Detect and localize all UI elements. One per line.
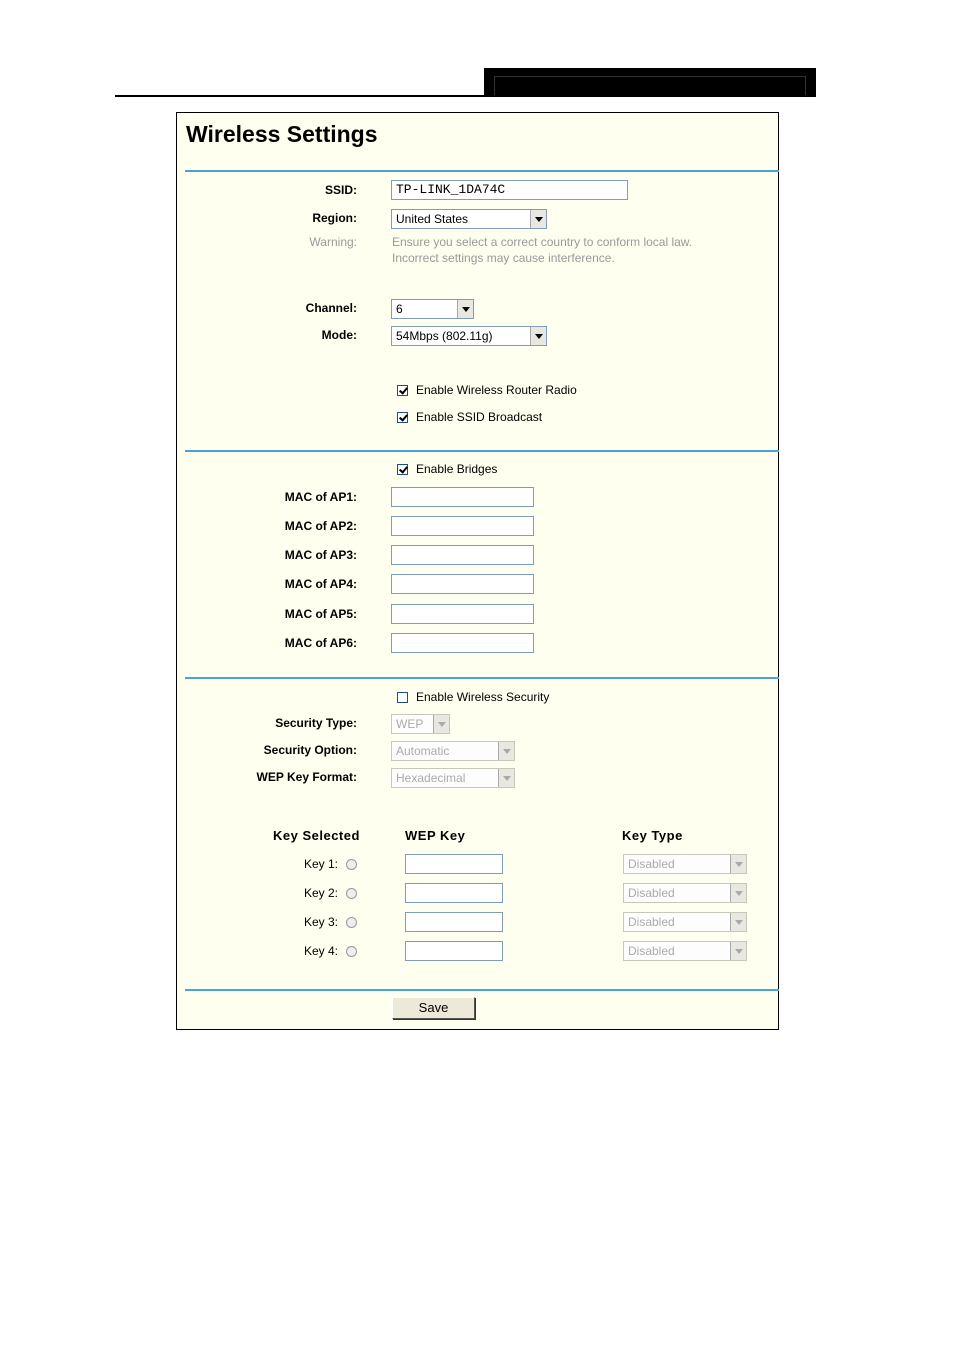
key1-input[interactable] <box>405 854 503 874</box>
chevron-down-icon[interactable] <box>530 210 546 228</box>
warning-text-line1: Ensure you select a correct country to conform local law. <box>392 235 693 249</box>
key2-type-select[interactable] <box>623 883 747 903</box>
channel-select[interactable] <box>391 299 474 319</box>
key3-type-value: Disabled <box>628 915 675 929</box>
channel-label: Channel: <box>305 301 357 315</box>
key-type-header: Key Type <box>622 828 683 843</box>
key4-label: Key 4: <box>303 944 338 958</box>
region-value: United States <box>396 212 469 226</box>
enable-security-label: Enable Wireless Security <box>416 690 550 704</box>
chevron-down-icon[interactable] <box>530 327 546 345</box>
section-divider <box>185 170 779 172</box>
key1-radio[interactable] <box>346 859 357 870</box>
chevron-down-icon[interactable] <box>433 715 449 733</box>
ssid-label: SSID: <box>324 183 357 197</box>
section-divider <box>185 450 779 452</box>
ssid-broadcast-checkbox[interactable] <box>397 412 408 423</box>
mode-label: Mode: <box>321 328 357 342</box>
key4-type-select[interactable] <box>623 941 747 961</box>
mode-value: 54Mbps (802.11g) <box>396 329 493 343</box>
ssid-input[interactable]: TP-LINK_1DA74C <box>391 180 628 200</box>
key4-input[interactable] <box>405 941 503 961</box>
save-button[interactable]: Save <box>392 997 475 1019</box>
key2-radio[interactable] <box>346 888 357 899</box>
enable-bridges-checkbox[interactable] <box>397 464 408 475</box>
page-title: Wireless Settings <box>186 121 378 147</box>
security-type-value: WEP <box>396 717 424 731</box>
wep-key-format-value: Hexadecimal <box>396 771 466 785</box>
security-option-select[interactable] <box>391 741 515 761</box>
chevron-down-icon[interactable] <box>498 742 514 760</box>
security-type-label: Security Type: <box>275 716 357 730</box>
mac-ap6-input[interactable] <box>391 633 534 653</box>
region-label: Region: <box>312 211 357 225</box>
mac-ap2-input[interactable] <box>391 516 534 536</box>
key3-input[interactable] <box>405 912 503 932</box>
mac-ap1-label: MAC of AP1: <box>284 490 357 504</box>
chevron-down-icon[interactable] <box>730 913 746 931</box>
wep-key-format-label: WEP Key Format: <box>256 770 357 784</box>
key4-radio[interactable] <box>346 946 357 957</box>
key3-type-select[interactable] <box>623 912 747 932</box>
key1-label: Key 1: <box>303 857 338 871</box>
mode-select[interactable] <box>391 326 547 346</box>
wireless-radio-label: Enable Wireless Router Radio <box>416 383 577 397</box>
mac-ap1-input[interactable] <box>391 487 534 507</box>
chevron-down-icon[interactable] <box>730 855 746 873</box>
section-divider <box>185 989 779 991</box>
wep-key-format-select[interactable] <box>391 768 515 788</box>
chevron-down-icon[interactable] <box>730 884 746 902</box>
chevron-down-icon[interactable] <box>498 769 514 787</box>
chevron-down-icon[interactable] <box>730 942 746 960</box>
mac-ap5-input[interactable] <box>391 604 534 624</box>
key2-input[interactable] <box>405 883 503 903</box>
security-option-value: Automatic <box>396 744 450 758</box>
mac-ap5-label: MAC of AP5: <box>284 607 357 621</box>
wep-key-header: WEP Key <box>405 828 466 843</box>
wireless-radio-checkbox[interactable] <box>397 385 408 396</box>
document-header-tab <box>494 76 806 96</box>
key3-label: Key 3: <box>303 915 338 929</box>
key3-radio[interactable] <box>346 917 357 928</box>
chevron-down-icon[interactable] <box>457 300 473 318</box>
wireless-settings-panel <box>176 112 779 1030</box>
document-header-rule <box>115 95 816 97</box>
security-option-label: Security Option: <box>263 743 357 757</box>
mac-ap2-label: MAC of AP2: <box>284 519 357 533</box>
key4-type-value: Disabled <box>628 944 675 958</box>
security-type-select[interactable] <box>391 714 450 734</box>
mac-ap3-label: MAC of AP3: <box>284 548 357 562</box>
warning-label: Warning: <box>309 235 357 249</box>
key1-type-select[interactable] <box>623 854 747 874</box>
key1-type-value: Disabled <box>628 857 675 871</box>
section-divider <box>185 677 779 679</box>
ssid-broadcast-label: Enable SSID Broadcast <box>416 410 543 424</box>
warning-text-line2: Incorrect settings may cause interference. <box>392 251 615 265</box>
key-selected-header: Key Selected <box>273 828 360 843</box>
channel-value: 6 <box>396 302 403 316</box>
mac-ap6-label: MAC of AP6: <box>284 636 357 650</box>
mac-ap4-input[interactable] <box>391 574 534 594</box>
enable-security-checkbox[interactable] <box>397 692 408 703</box>
key2-label: Key 2: <box>303 886 338 900</box>
mac-ap4-label: MAC of AP4: <box>284 577 357 591</box>
region-select[interactable] <box>391 209 547 229</box>
enable-bridges-label: Enable Bridges <box>416 462 498 476</box>
mac-ap3-input[interactable] <box>391 545 534 565</box>
key2-type-value: Disabled <box>628 886 675 900</box>
